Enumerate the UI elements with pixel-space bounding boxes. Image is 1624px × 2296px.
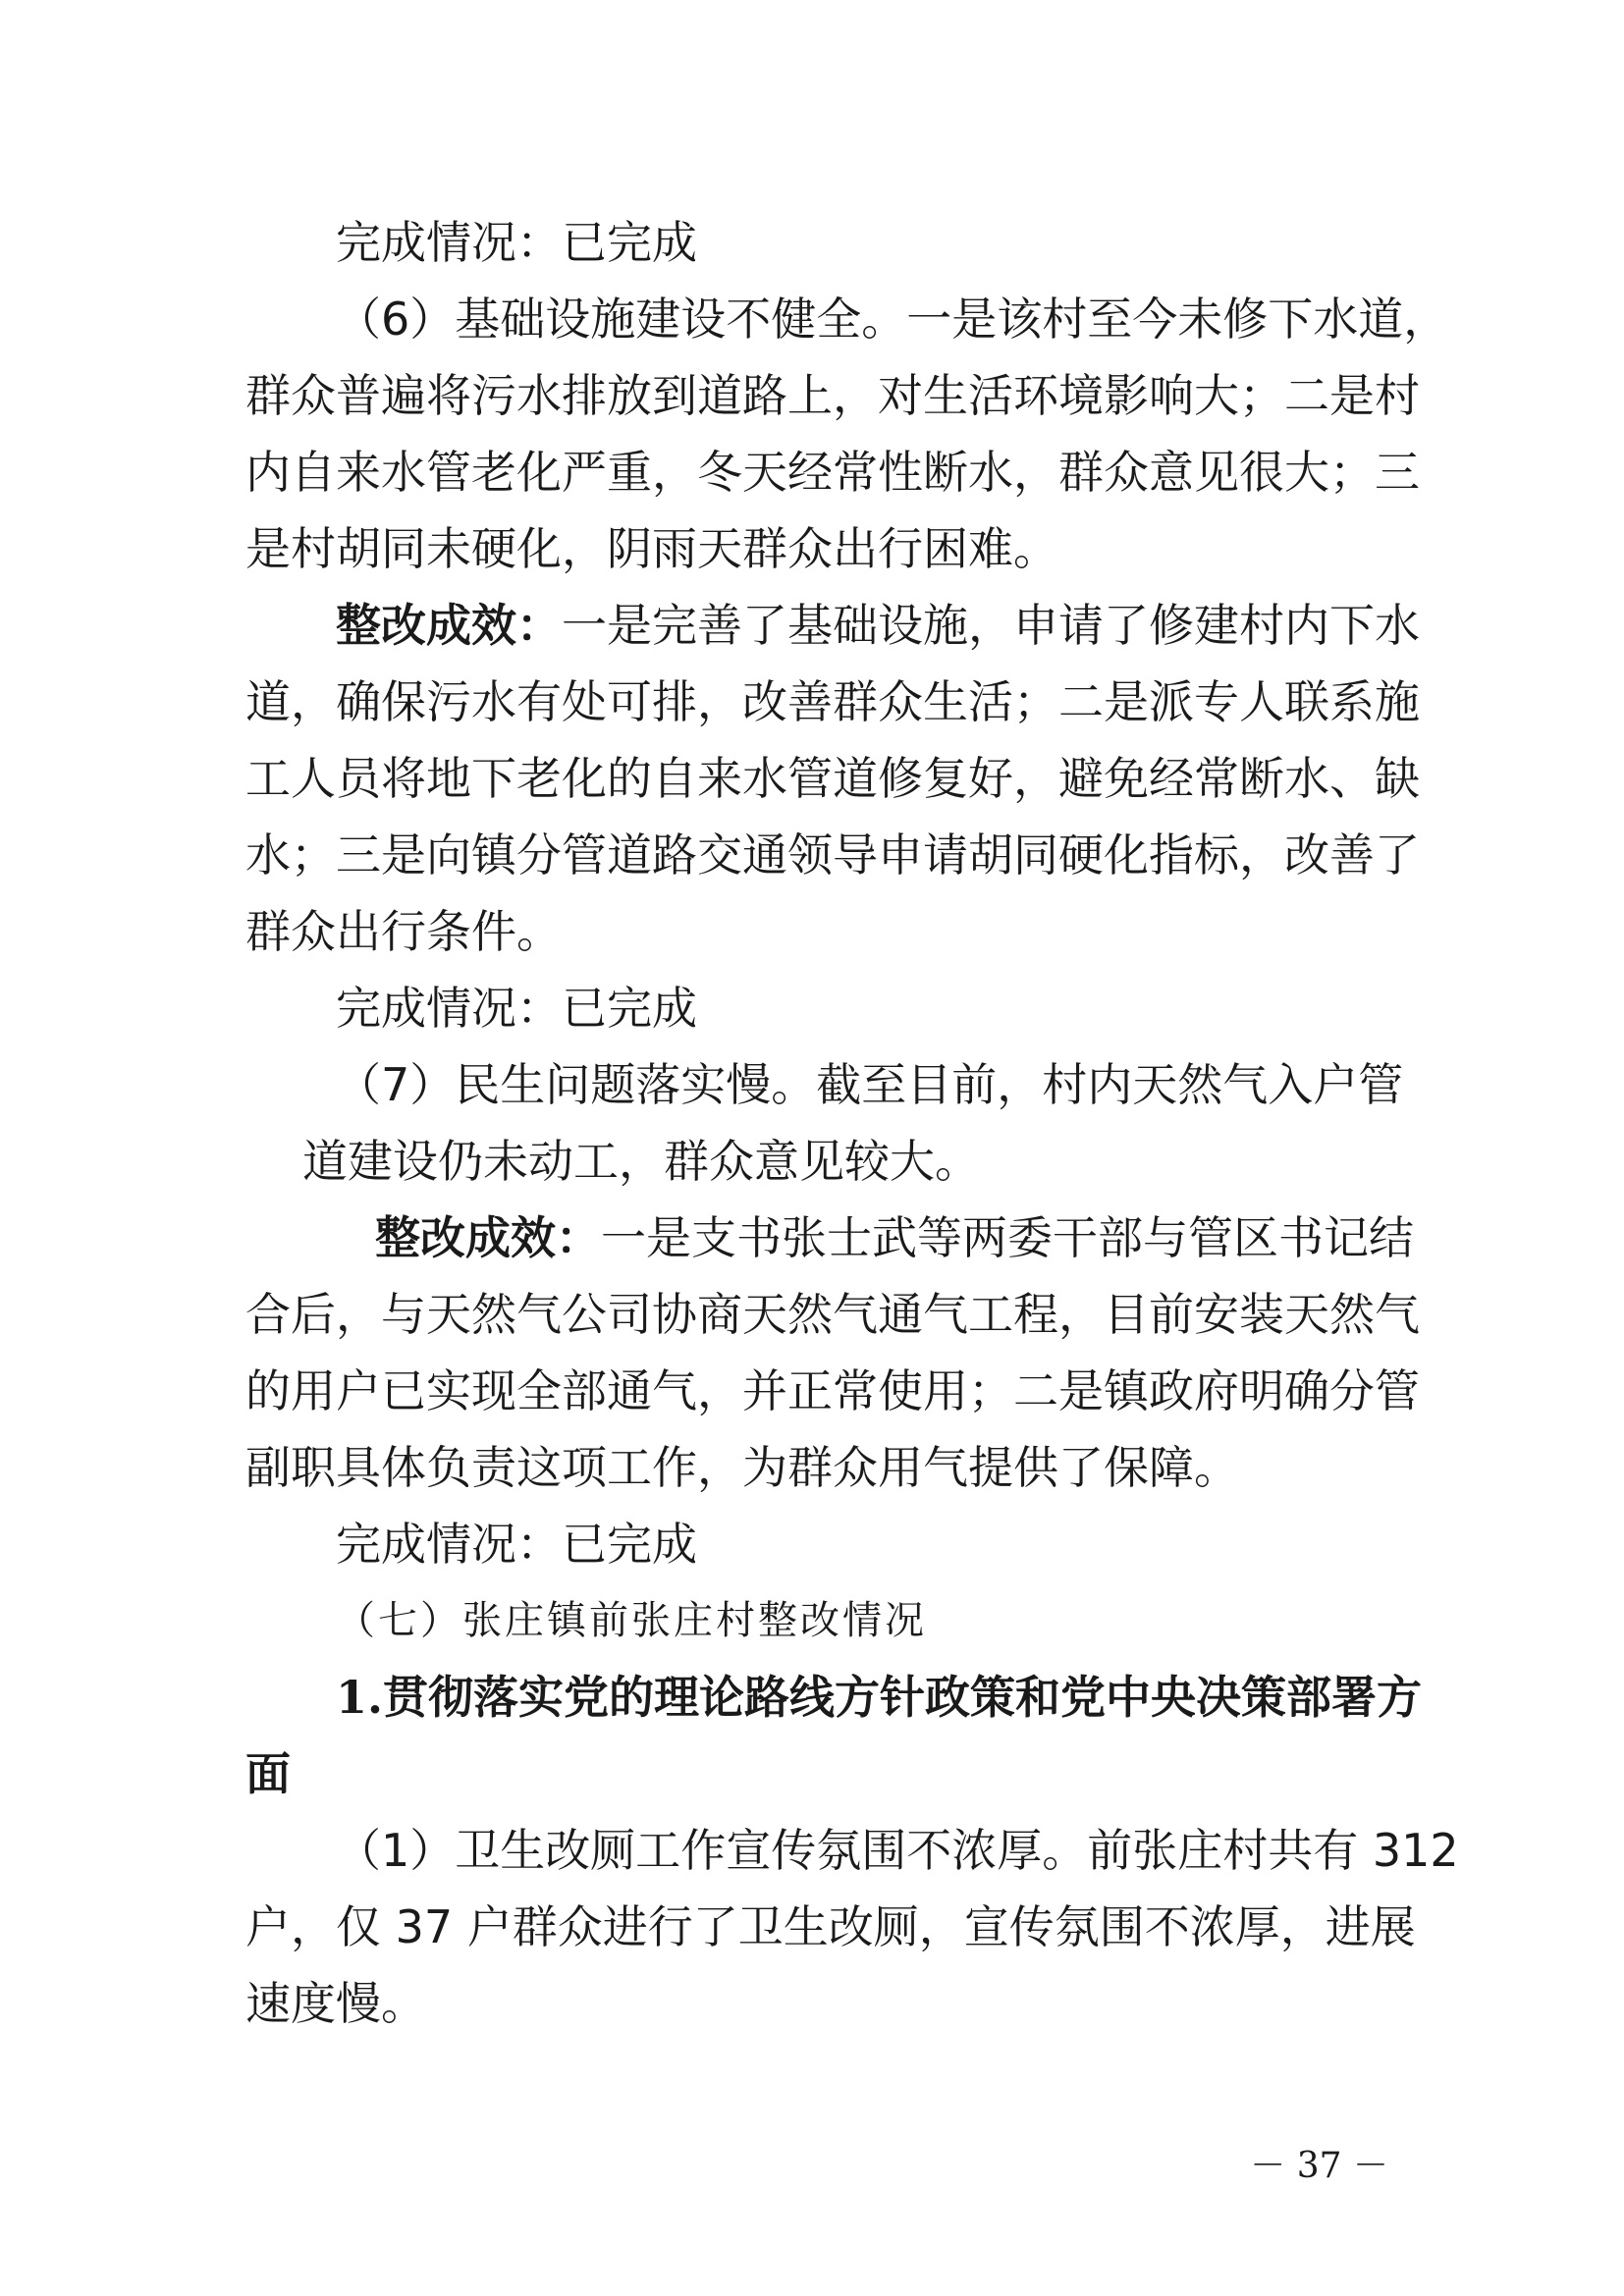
rectification-label: 整改成效： [375,1211,601,1264]
paragraph-line: 群众出行条件。 [245,905,562,958]
rectification-label: 整改成效： [336,599,562,652]
paragraph-line: 合后，与天然气公司协商天然气通气工程，目前安装天然气 [245,1288,1420,1341]
text-block [245,204,1459,2042]
issue-7-heading: （7）民生问题落实慢。截至目前，村内天然气入户管 [336,1058,1404,1111]
section-heading-continued: 面 [245,1747,291,1800]
paragraph-line: 道，确保污水有处可排，改善群众生活；二是派专人联系施 [245,675,1420,728]
completion-status: 完成情况：已完成 [336,982,697,1035]
page-number: － 37 － [1250,2146,1388,2186]
issue-6-heading: （6）基础设施建设不健全。一是该村至今未修下水道， [336,293,1449,346]
paragraph-line: 道建设仍未动工，群众意见较大。 [302,1135,980,1188]
completion-status: 完成情况：已完成 [336,216,697,269]
section-heading: 1.贯彻落实党的理论路线方针政策和党中央决策部署方 [336,1671,1423,1724]
paragraph-line: 水；三是向镇分管道路交通领导申请胡同硬化指标，改善了 [245,828,1420,881]
rectification-text: 一是完善了基础设施，申请了修建村内下水 [562,599,1420,652]
paragraph-line: 是村胡同未硬化，阴雨天群众出行困难。 [245,522,1058,575]
paragraph-line: 工人员将地下老化的自来水管道修复好，避免经常断水、缺 [245,752,1420,805]
rectification-text: 一是支书张士武等两委干部与管区书记结 [601,1211,1414,1264]
paragraph-line: 速度慢。 [245,1977,426,2030]
section-subheading: （七）张庄镇前张庄村整改情况 [336,1598,927,1643]
paragraph-line: 户，仅 37 户群众进行了卫生改厕，宣传氛围不浓厚，进展 [245,1900,1416,1953]
paragraph-line: 内自来水管老化严重，冬天经常性断水，群众意见很大；三 [245,446,1420,499]
issue-1-heading: （1）卫生改厕工作宣传氛围不浓厚。前张庄村共有 312 [336,1824,1459,1877]
paragraph-line: 群众普遍将污水排放到道路上，对生活环境影响大；二是村 [245,369,1420,422]
rectification-result [245,587,1420,664]
paragraph-line: 的用户已实现全部通气，并正常使用；二是镇政府明确分管 [245,1364,1420,1417]
paragraph-line: 副职具体负责这项工作，为群众用气提供了保障。 [245,1441,1239,1494]
rectification-result [245,1200,1414,1276]
completion-status: 完成情况：已完成 [336,1518,697,1571]
